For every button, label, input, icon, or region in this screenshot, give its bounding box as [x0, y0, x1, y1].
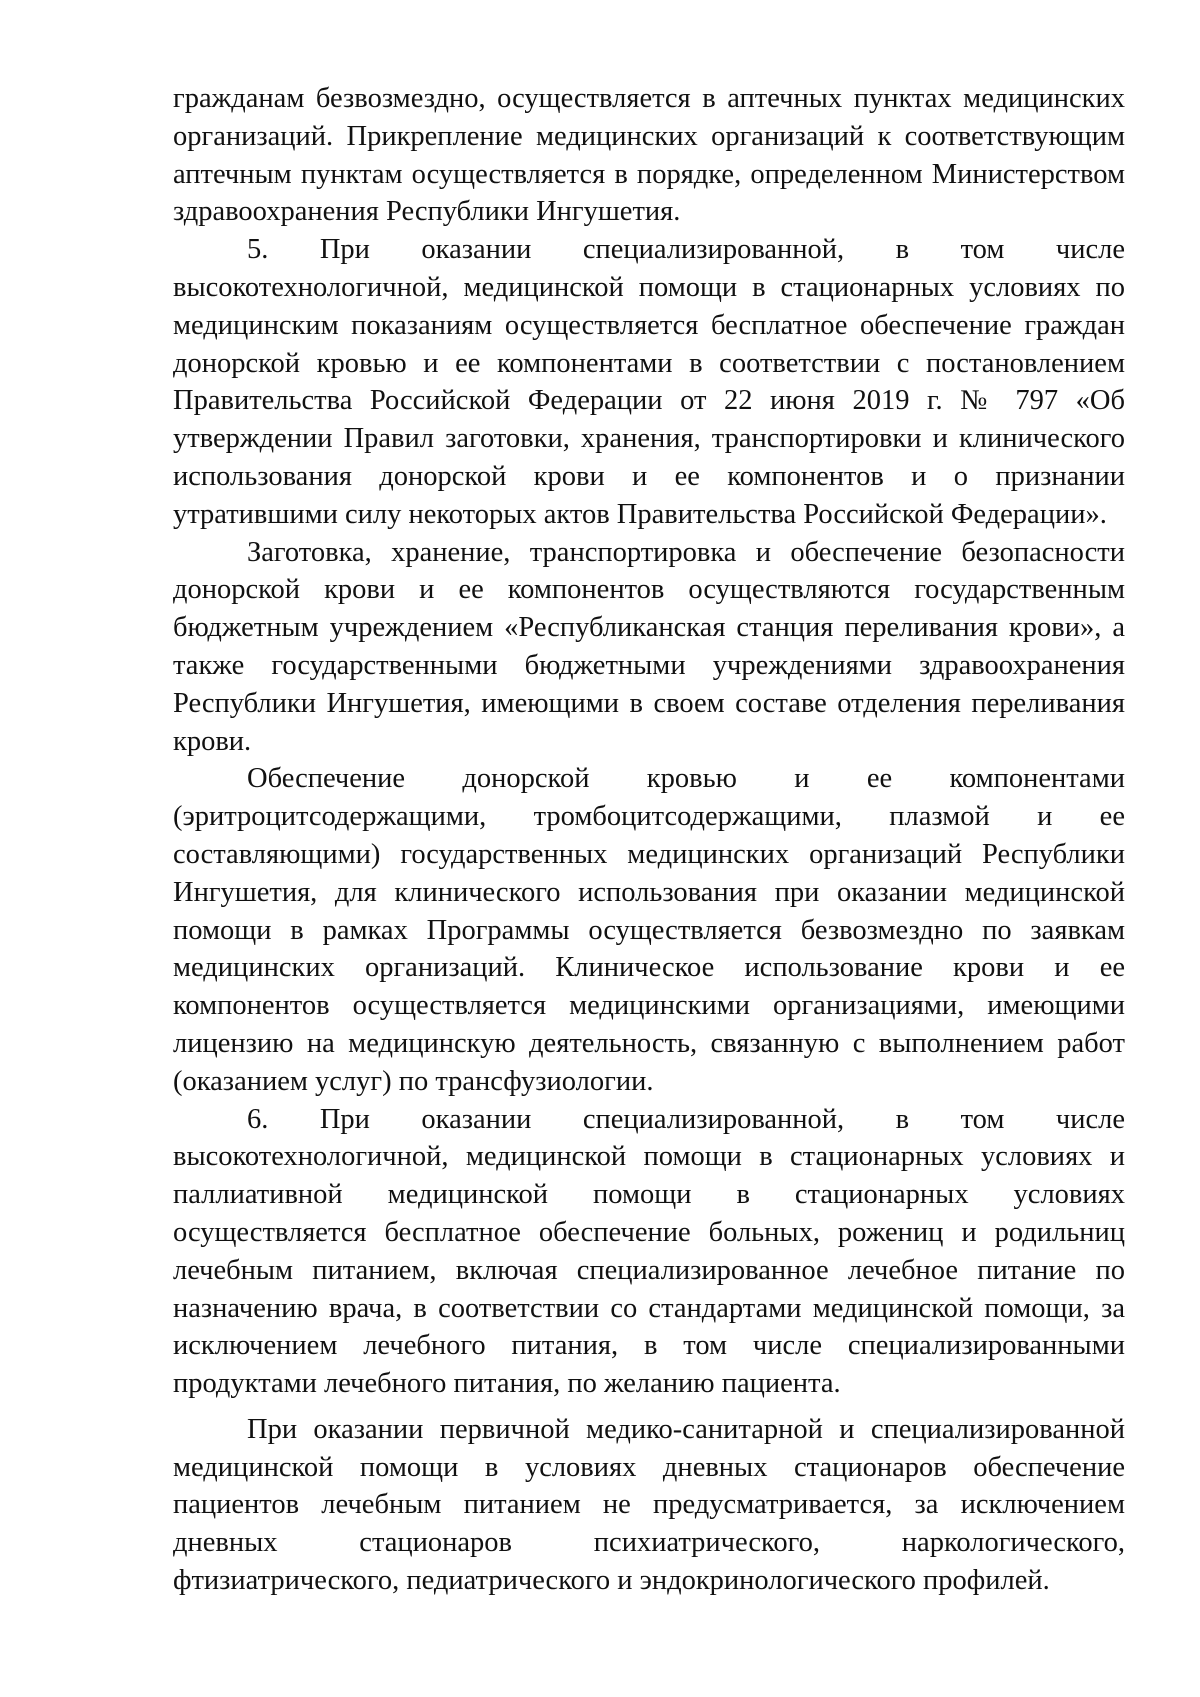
paragraph-item-5-donor-blood: 5. При оказании специализированной, в том числе высокотехнологичной, медицинской помощи в стационарных условиях по медицинским показаниям осуществляется бесплатное обеспечение граждан донорской кровью и ее компонентами в соответствии с постановлением Правительства Российской Федерации от 22 июня 2019 г. № 797 «Об утверждении Правил заготовки, хранения, транспортировки и клинического использования донорской крови и ее компонентов и о признании утратившими силу некоторых актов Правительства Российской Федерации». — [173, 234, 1125, 530]
paragraph-blood-supply: Обеспечение донорской кровью и ее компонентами (эритроцитсодержащими, тромбоцитсодержащими, плазмой и ее составляющими) государственных медицинских организаций Республики Ингушетия, для клинического использования при оказании медицинской помощи в рамках Программы осуществляется безвозмездно по заявкам медицинских организаций. Клиническое использование крови и ее компонентов осуществляется медицинскими организациями, имеющими лицензию на медицинскую деятельность, связанную с выполнением работ (оказанием услуг) по трансфузиологии. — [173, 763, 1125, 1097]
paragraph-pharmacy-points: гражданам безвозмездно, осуществляется в аптечных пунктах медицинских организаций. Прикрепление медицинских организаций к соответствующим аптечным пунктам осуществляется в порядке, определенном Министерством здравоохранения Республики Ингушетия. — [173, 83, 1125, 228]
paragraph-day-hospital-nutrition: При оказании первичной медико-санитарной и специализированной медицинской помощи в условиях дневных стационаров обеспечение пациентов лечебным питанием не предусматривается, за исключением дневных стационаров психиатрического, наркологического, фтизиатрического, педиатрического и эндокринологического профилей. — [173, 1413, 1125, 1597]
paragraph-item-6-clinical-nutrition: 6. При оказании специализированной, в том числе высокотехнологичной, медицинской помощи в стационарных условиях и паллиативной медицинской помощи в стационарных условиях осуществляется бесплатное обеспечение больных, рожениц и родильниц лечебным питанием, включая специализированное лечебное питание по назначению врача, в соответствии со стандартами медицинской помощи, за исключением лечебного питания, в том числе специализированными продуктами лечебного питания, по желанию пациента. — [173, 1103, 1125, 1400]
paragraph-blood-procurement: Заготовка, хранение, транспортировка и обеспечение безопасности донорской крови и ее компонентов осуществляются государственным бюджетным учреждением «Республиканская станция переливания крови», а также государственными бюджетными учреждениями здравоохранения Республики Ингушетия, имеющими в своем составе отделения переливания крови. — [173, 536, 1125, 757]
document-page — [173, 80, 1125, 1600]
